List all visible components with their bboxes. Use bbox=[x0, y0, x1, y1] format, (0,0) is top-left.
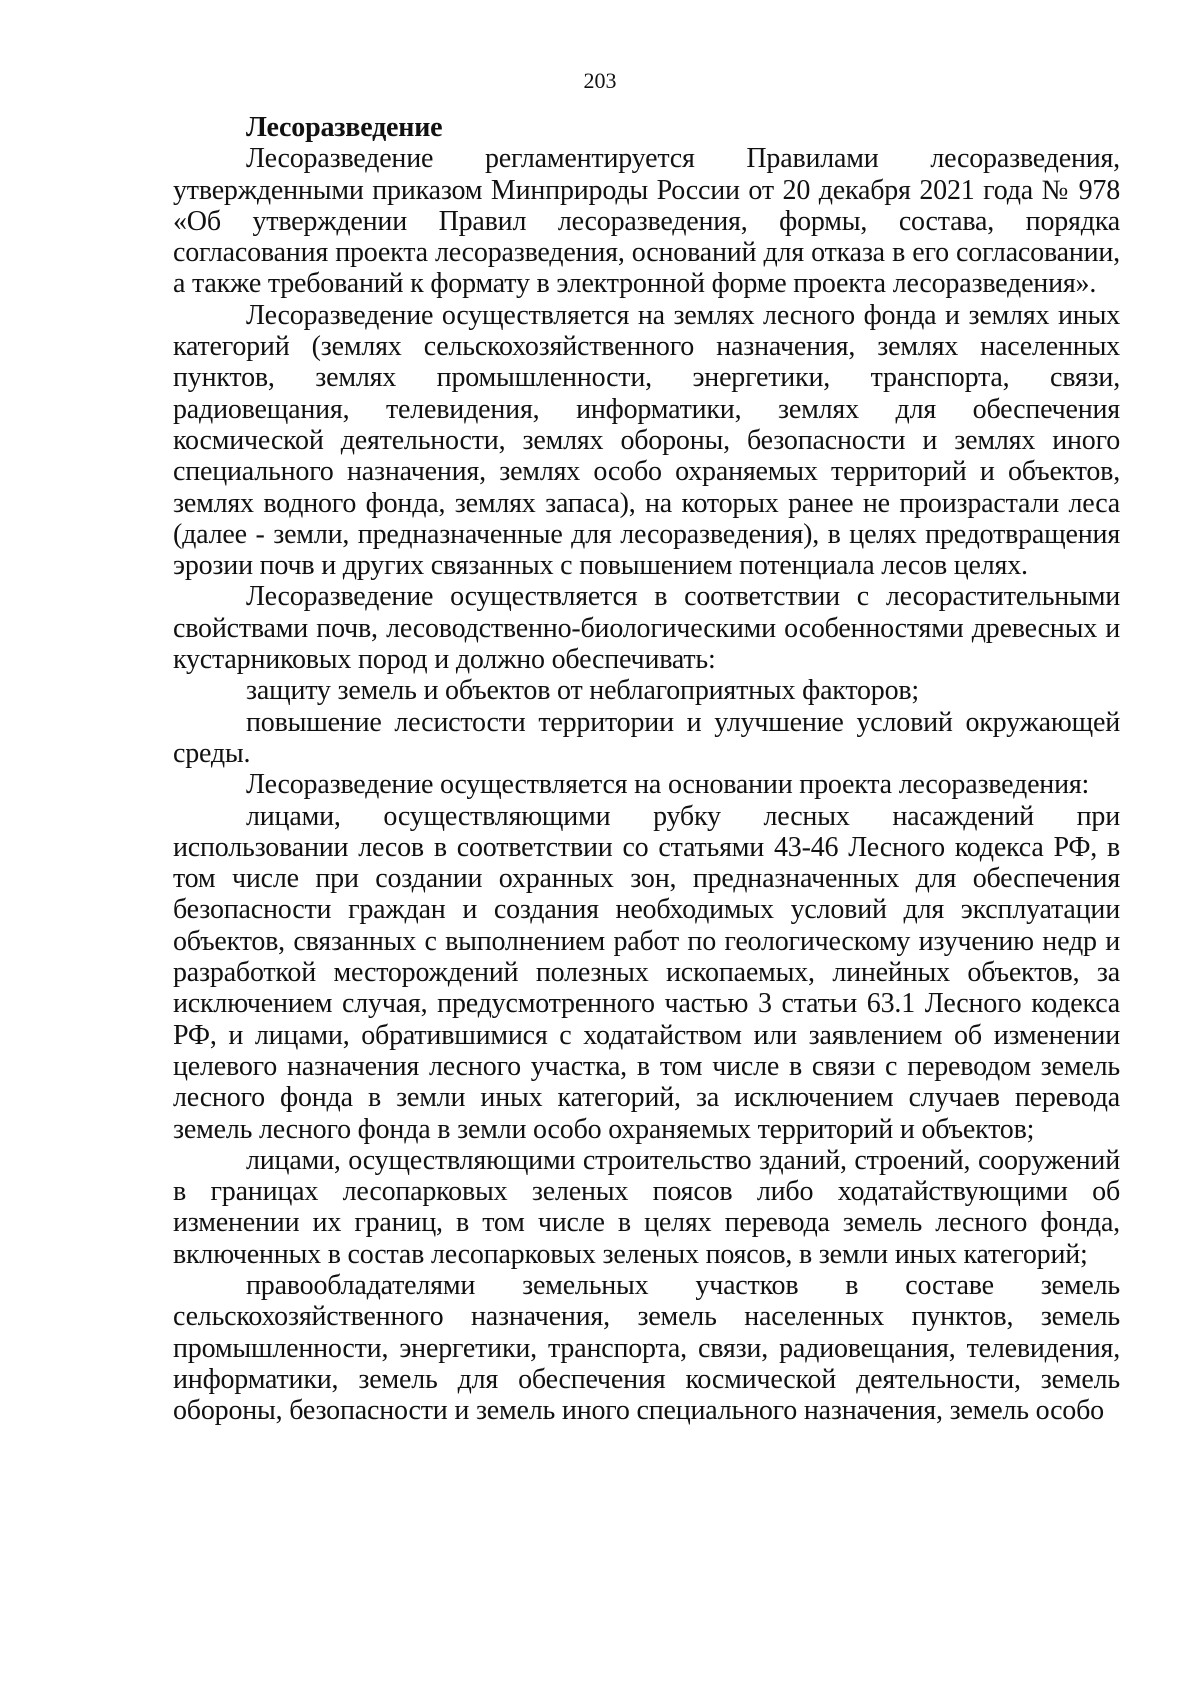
list-item-construction-persons: лицами, осуществляющими строительство зданий, строений, сооружений в границах лесопарковых зеленых поясов либо ходатайствующими об изменении их границ, в том числе в целях перевода земель лесного фонда, включенных в состав лесопарковых зеленых поясов, в земли иных категорий; bbox=[173, 1144, 1120, 1270]
list-item-protection: защиту земель и объектов от неблагоприятных факторов; bbox=[246, 675, 920, 707]
list-item-forest-cover: повышение лесистости территории и улучшение условий окружающей среды. bbox=[173, 706, 1120, 769]
paragraph-regulation: Лесоразведение регламентируется Правилами лесоразведения, утвержденными приказом Минприроды России от 20 декабря 2021 года № 978 «Об утверждении Правил лесоразведения, формы, состава, порядка согласования проекта лесоразведения, оснований для отказа в его согласовании, а также требований к формату в электронной форме проекта лесоразведения». bbox=[173, 143, 1120, 300]
paragraph-project-basis: Лесоразведение осуществляется на основании проекта лесоразведения: bbox=[246, 769, 1090, 801]
paragraph-conformity: Лесоразведение осуществляется в соответствии с лесорастительными свойствами почв, лесоводственно-биологическими особенностями древесных и кустарниковых пород и должно обеспечивать: bbox=[173, 581, 1120, 676]
page-number: 203 bbox=[583, 68, 617, 93]
section-heading: Лесоразведение bbox=[246, 112, 443, 143]
page-body bbox=[173, 112, 1120, 1426]
paragraph-lands: Лесоразведение осуществляется на землях лесного фонда и землях иных категорий (землях сельскохозяйственного назначения, землях населенных пунктов, землях промышленности, энергетики, транспорта, связи, радиовещания, телевидения, информатики, землях для обеспечения космической деятельности, землях обороны, безопасности и землях иного специального назначения, землях особо охраняемых территорий и объектов, землях водного фонда, землях запаса), на которых ранее не произрастали леса (далее - земли, предназначенные для лесоразведения), в целях предотвращения эрозии почв и других связанных с повышением потенциала лесов целях. bbox=[173, 299, 1120, 582]
list-item-land-owners: правообладателями земельных участков в составе земель сельскохозяйственного назначения, земель населенных пунктов, земель промышленности, энергетики, транспорта, связи, радиовещания, телевидения, информатики, земель для обеспечения космической деятельности, земель обороны, безопасности и земель иного специального назначения, земель особо bbox=[173, 1269, 1120, 1427]
list-item-logging-persons: лицами, осуществляющими рубку лесных насаждений при использовании лесов в соответствии со статьями 43-46 Лесного кодекса РФ, в том числе при создании охранных зон, предназначенных для обеспечения безопасности граждан и создания необходимых условий для эксплуатации объектов, связанных с выполнением работ по геологическому изучению недр и разработкой месторождений полезных ископаемых, линейных объектов, за исключением случая, предусмотренного частью 3 статьи 63.1 Лесного кодекса РФ, и лицами, обратившимися с ходатайством или заявлением об изменении целевого назначения лесного участка, в том числе в связи с переводом земель лесного фонда в земли иных категорий, за исключением случаев перевода земель лесного фонда в земли особо охраняемых территорий и объектов; bbox=[173, 800, 1120, 1145]
